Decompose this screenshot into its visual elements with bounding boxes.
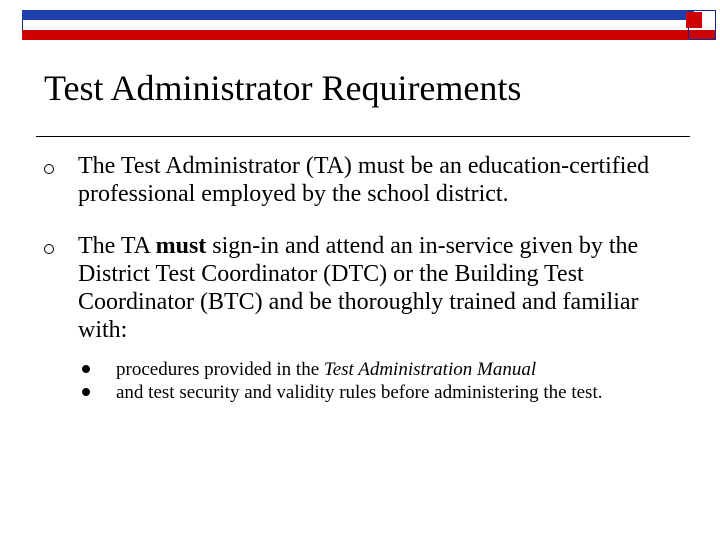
title-divider [36, 136, 690, 137]
bullet-list [40, 152, 680, 404]
square-bullet-icon [82, 365, 90, 373]
sub-bullet-item [78, 381, 680, 404]
sub-bullet-text: and test security and validity rules before administering the test. [116, 382, 603, 403]
sub-bullet-text-prefix: procedures provided in the [116, 359, 324, 380]
bullet-item [40, 152, 680, 208]
bullet-text-emphasis: must [155, 233, 207, 259]
bullet-item [40, 232, 680, 404]
header-bar-blue [22, 10, 694, 20]
bullet-text-prefix: The TA [78, 233, 156, 259]
hollow-circle-bullet-icon [44, 244, 54, 254]
header-bar-red [22, 30, 716, 40]
bullet-text-suffix: sign-in and attend an in-service given by the District Test Coordinator (DTC) or the Building Test Coordinator (BTC) and be thoroughly trained and familiar with: [78, 233, 639, 343]
header-square-red [686, 12, 702, 28]
slide-title: Test Administrator Requirements [44, 68, 522, 108]
sub-bullet-list [78, 358, 680, 404]
sub-bullet-item [78, 358, 680, 381]
square-bullet-icon [82, 388, 90, 396]
hollow-circle-bullet-icon [44, 164, 54, 174]
manual-title: Test Administration Manual [323, 359, 537, 380]
bullet-text: The Test Administrator (TA) must be an education-certified professional employed by the school district. [78, 153, 650, 207]
